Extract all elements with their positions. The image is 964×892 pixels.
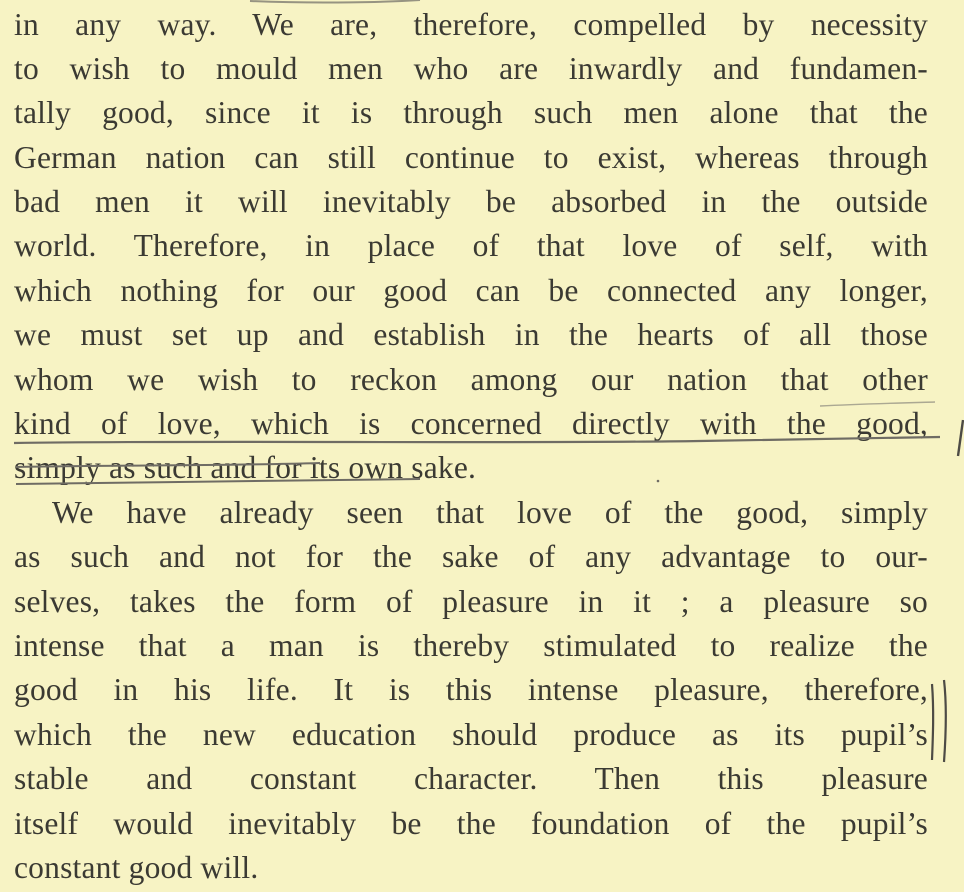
text-line: German nation can still continue to exist, whereas through: [14, 140, 928, 175]
margin-mark: [944, 680, 946, 762]
text-line: intense that a man is thereby stimulated to realize the: [14, 628, 928, 663]
text-line: itself would inevitably be the foundation of the pupil’s: [14, 806, 928, 841]
text-line: whom we wish to reckon among our nation that other: [14, 362, 928, 397]
text-line: in any way. We are, therefore, compelled by necessity: [14, 7, 928, 42]
text-line: world. Therefore, in place of that love of self, with: [14, 228, 928, 263]
text-line: which nothing for our good can be connected any longer,: [14, 273, 928, 308]
text-line: simply as such and for its own sake.: [14, 450, 477, 485]
text-line: stable and constant character. Then this pleasure: [14, 761, 928, 796]
text-line: to wish to mould men who are inwardly and fundamen-: [14, 51, 928, 86]
text-line: constant good will.: [14, 850, 259, 885]
margin-mark: [958, 420, 963, 456]
text-line: We have already seen that love of the good, simply: [52, 495, 928, 530]
text-line: which the new education should produce as its pupil’s: [14, 717, 928, 752]
text-line: kind of love, which is concerned directly with the good,: [14, 406, 928, 441]
text-line: we must set up and establish in the hearts of all those: [14, 317, 928, 352]
text-line: as such and not for the sake of any advantage to our-: [14, 539, 928, 574]
text-line: tally good, since it is through such men alone that the: [14, 95, 928, 130]
text-line: good in his life. It is this intense pleasure, therefore,: [14, 672, 928, 707]
margin-mark: [932, 684, 933, 760]
text-line: bad men it will inevitably be absorbed in the outside: [14, 184, 928, 219]
text-line: selves, takes the form of pleasure in it ; a pleasure so: [14, 584, 928, 619]
